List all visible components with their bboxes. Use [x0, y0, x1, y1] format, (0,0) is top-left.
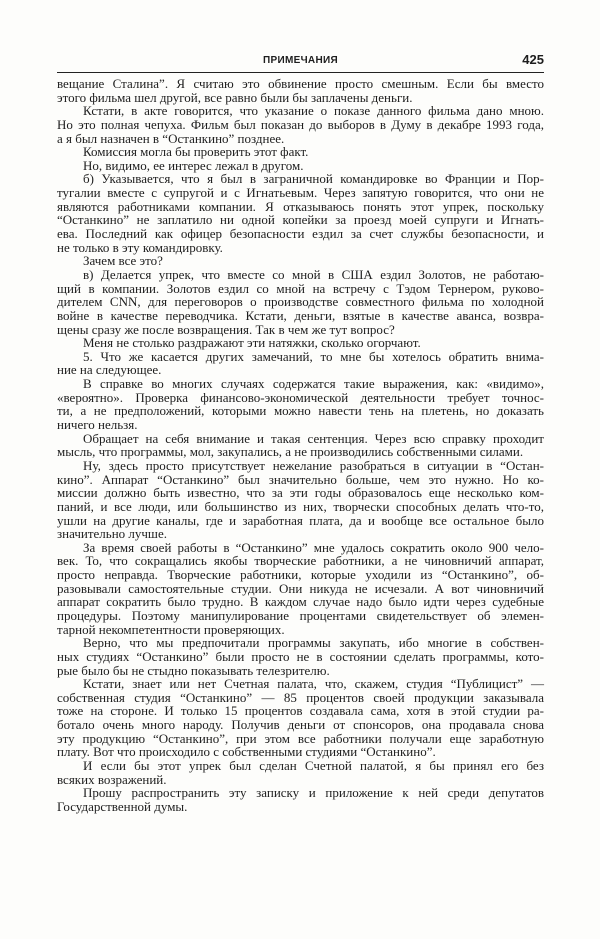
text-line: в) Делается упрек, что вместе со мной в США ездил Золотов, не работаю- — [83, 266, 544, 282]
text-line: ных студиях “Останкино” были просто не в состоянии сделать программы, кото- — [57, 648, 544, 664]
body-text — [57, 77, 544, 814]
text-line: Но, видимо, ее интерес лежал в другом. — [83, 157, 304, 173]
text-line: вещание Сталина”. Я считаю это обвинение просто смешным. Если бы вместо — [57, 76, 544, 91]
text-line: миссии должно быть известно, что за эти годы образовалось еще несколько ком- — [57, 485, 544, 501]
text-line: Верно, что мы предпочитали программы закупать, ибо многие в собствен- — [83, 635, 544, 651]
text-line: Кстати, знает или нет Счетная палата, что, скажем, студия “Публицист” — — [83, 676, 544, 692]
text-line: Комиссия могла бы проверить этот факт. — [83, 144, 309, 160]
text-line: Кстати, в акте говорится, что указание о показе данного фильма дано мною. — [83, 103, 544, 119]
paragraph — [57, 77, 544, 104]
text-line: щий в компании. Золотов ездил со мной на встречу с Тэдом Тернером, руково- — [57, 280, 544, 296]
text-line: “Останкино” не заплатило ни одной копейки за проезд моей супруги и Игнать- — [57, 212, 544, 228]
text-line: век. То, что сокращались якобы творческие работники, а не чиновничий аппарат, — [57, 553, 544, 569]
text-line: ти, а не предположений, которыми можно навести тень на плетень, но доказать — [57, 403, 544, 419]
text-line: мысль, что программы, мол, закупались, а не производились собственными силами. — [57, 444, 524, 460]
text-line: 5. Что же касается других замечаний, то мне бы хотелось обратить внима- — [83, 348, 544, 364]
text-line: Зачем все это? — [83, 253, 163, 269]
text-line: И если бы этот упрек был сделан Счетной палатой, я бы принял его без — [83, 758, 544, 774]
text-line: Меня не столько раздражают эти натяжки, сколько огорчают. — [83, 335, 421, 351]
text-line: паний, и все люди, или большинство из них, творчески способных делать что-то, — [57, 498, 544, 514]
text-line: Но это полная чепуха. Фильм был показан до выборов в Думу в декабре 1993 года, — [57, 116, 544, 132]
paragraph — [57, 145, 544, 159]
text-line: тугалии вместе с супругой и с Игнатьевым. Через запятую говорится, что они не — [57, 185, 544, 201]
text-line: этого фильма шел другой, все равно были бы заплачены деньги. — [57, 89, 413, 105]
paragraph — [57, 377, 544, 432]
text-line: б) Указывается, что я был в заграничной командировке во Франции и Пор- — [83, 171, 544, 187]
paragraph — [57, 759, 544, 786]
text-line: Прошу распространить эту записку и приложение к ней среди депутатов — [83, 785, 544, 801]
text-line: плату. Вот что происходило с собственными студиями “Останкино”. — [57, 744, 436, 760]
text-line: «вероятно». Проверка финансово-экономической деятельности требует точнос- — [57, 389, 544, 405]
paragraph — [57, 459, 544, 541]
text-line: Государственной думы. — [57, 798, 188, 814]
text-line: дителем CNN, для переговоров о производстве совместного фильма по холодной — [57, 294, 544, 310]
paragraph — [57, 541, 544, 636]
text-line: Обращает на себя внимание и такая сентенция. Через всю справку проходит — [83, 430, 544, 446]
text-line: За время своей работы в “Останкино” мне удалось сократить около 900 чело- — [83, 539, 544, 555]
text-line: собственная студия “Останкино” — 85 процентов своей продукции заказывала — [57, 689, 544, 705]
paragraph — [57, 432, 544, 459]
text-line: значительно лучше. — [57, 526, 167, 542]
paragraph — [57, 268, 544, 336]
paragraph — [57, 350, 544, 377]
text-line: являются работниками компании. Я отказываюсь понять этот упрек, поскольку — [57, 198, 544, 214]
page-header — [57, 52, 544, 73]
page-number: 425 — [522, 52, 544, 67]
text-line: эту продукцию “Останкино”, при этом все работники получали еще заработную — [57, 730, 544, 746]
text-line: кино”. Аппарат “Останкино” был значительно больше, чем это нужно. Но ко- — [57, 471, 544, 487]
paragraph — [57, 636, 544, 677]
text-line: В справке во многих случаях содержатся такие выражения, как: «видимо», — [83, 376, 544, 392]
text-line: щены сразу же после возвращения. Так в чем же тут вопрос? — [57, 321, 395, 337]
text-line: не только в эту командировку. — [57, 239, 223, 255]
text-line: ничего нельзя. — [57, 417, 138, 433]
paragraph — [57, 254, 544, 268]
text-line: ботало очень много народу. Получив деньги от спонсоров, она продавала снова — [57, 717, 544, 733]
text-line: процедуры. Поэтому манипулирование процентами свидетельствует об элемен- — [57, 607, 544, 623]
text-line: ева. Последний как офицер безопасности ездил за счет службы безопасности, и — [57, 226, 544, 242]
text-line: всяких возражений. — [57, 771, 167, 787]
text-line: просто неправда. Творческие работники, которые уходили из “Останкино”, об- — [57, 567, 544, 583]
running-title: ПРИМЕЧАНИЯ — [263, 55, 338, 66]
text-line: а я был назначен в “Останкино” позднее. — [57, 130, 285, 146]
text-line: разовывали самостоятельные студии. Они никуда не исчезали. А вот чиновничий — [57, 580, 544, 596]
paragraph — [57, 336, 544, 350]
paragraph — [57, 677, 544, 759]
text-line: тоже на стороне. И только 15 процентов создавала сама, хотя в этой студии ра- — [57, 703, 544, 719]
paragraph — [57, 159, 544, 173]
text-line: войне в качестве переводчика. Кстати, деньги, взятые в качестве аванса, возвра- — [57, 307, 544, 323]
text-line: тарной некомпетентности проверяющих. — [57, 621, 285, 637]
text-line: ние на следующее. — [57, 362, 162, 378]
paragraph — [57, 172, 544, 254]
paragraph — [57, 104, 544, 145]
text-line: аппарат сократить было трудно. В каждом случае надо было идти через судебные — [57, 594, 544, 610]
text-line: ушли на другие каналы, где и заработная плата, да и вообще все остальное было — [57, 512, 544, 528]
text-line: рые было бы не стыдно показывать телезрителю. — [57, 662, 330, 678]
text-line: Ну, здесь просто присутствует нежелание разобраться в ситуации в “Остан- — [83, 457, 544, 473]
paragraph — [57, 786, 544, 813]
